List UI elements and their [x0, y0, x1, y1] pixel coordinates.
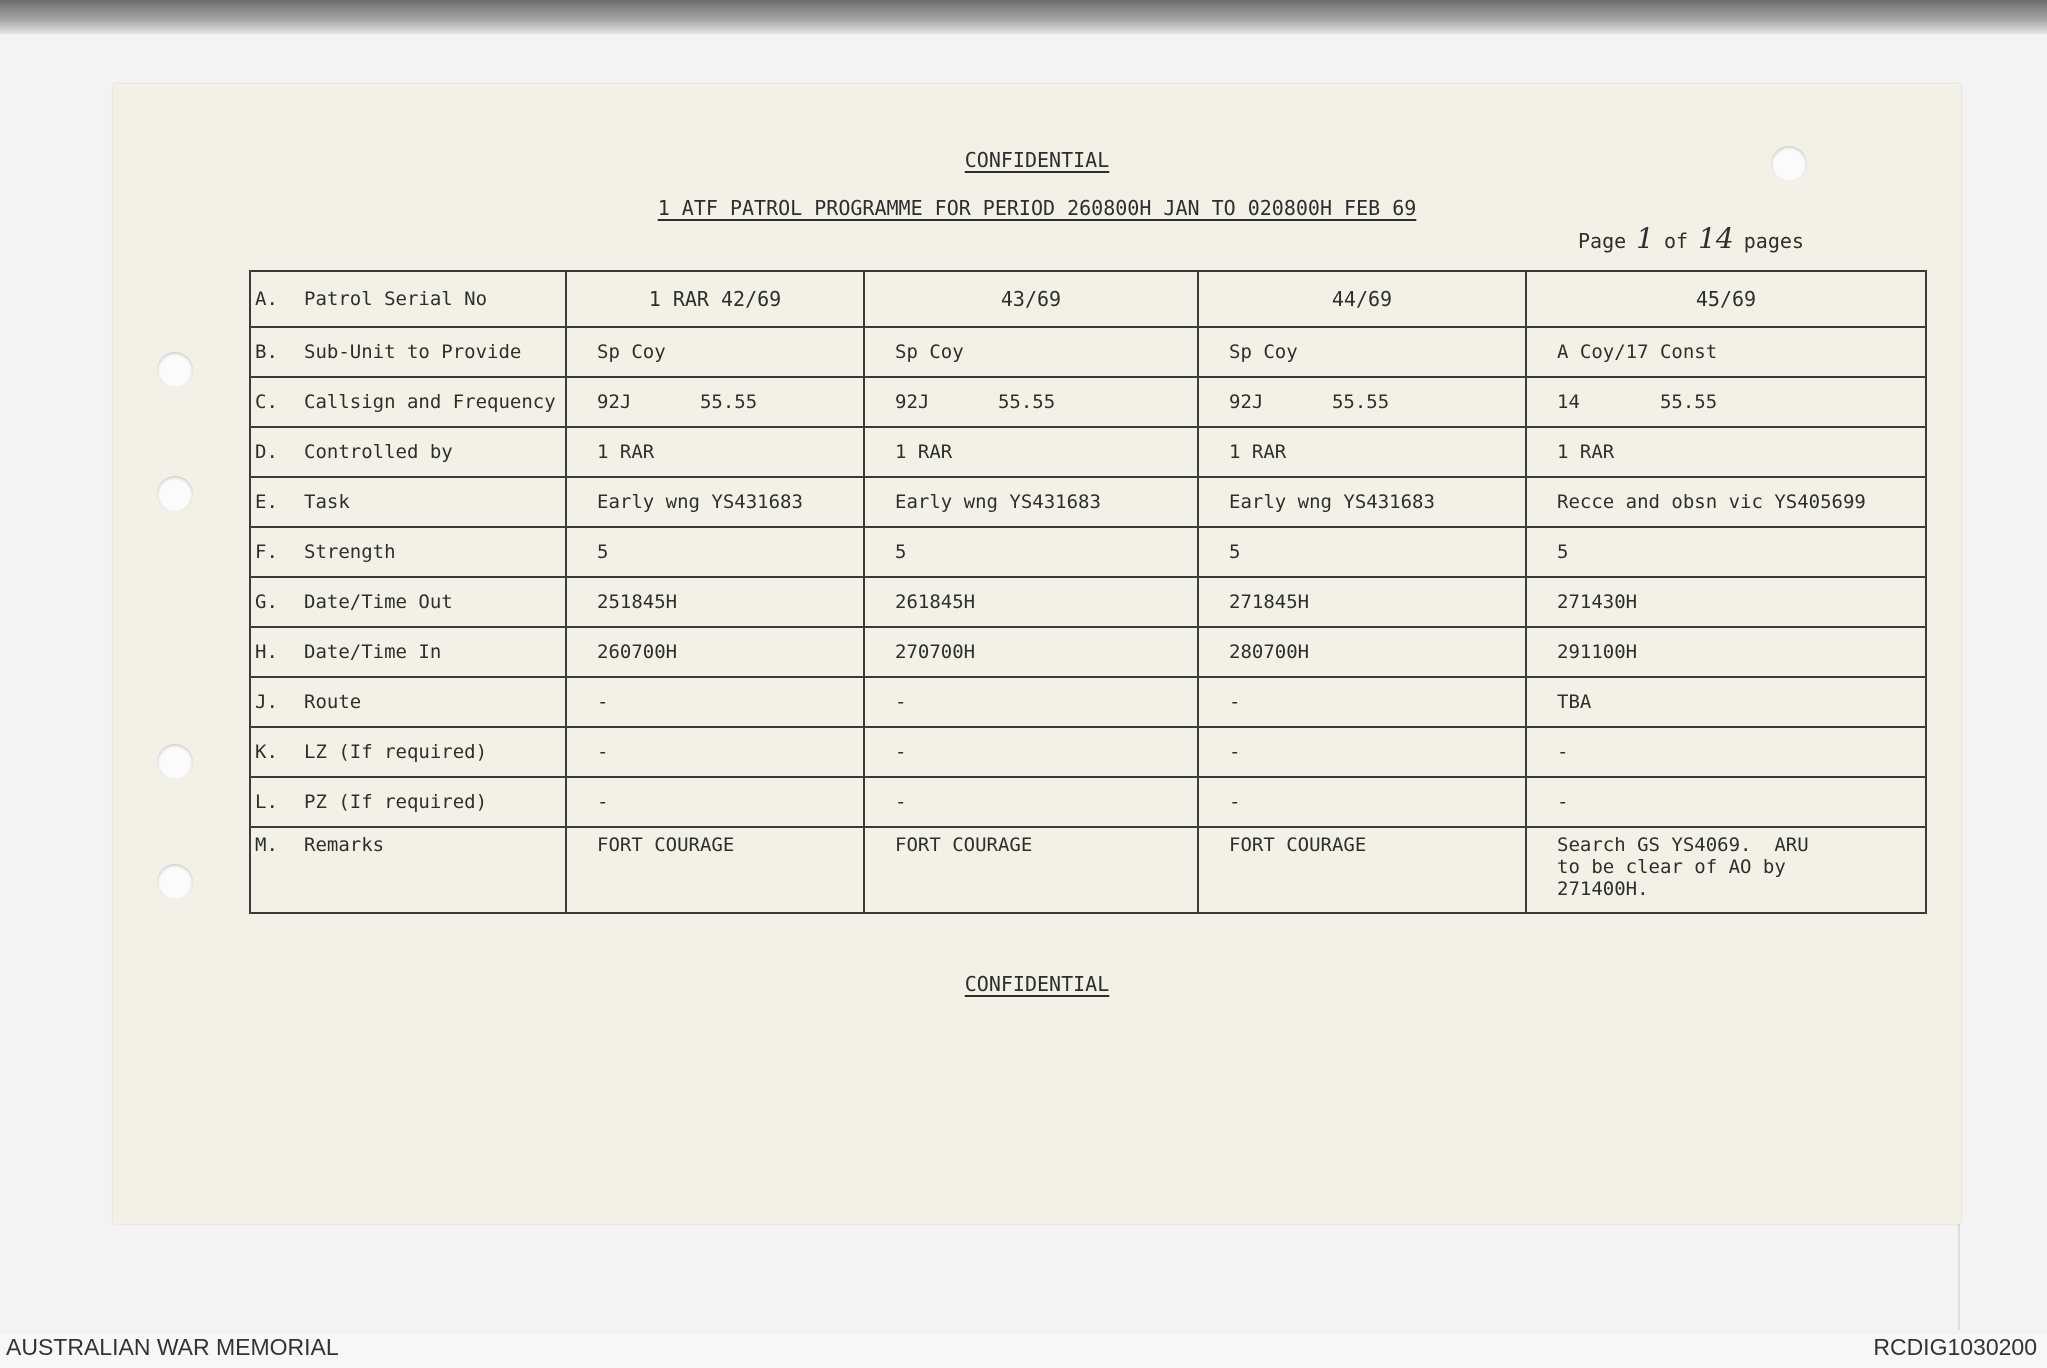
pager-total-pages: 14 [1698, 222, 1734, 255]
scanner-top-band [0, 0, 2047, 34]
table-row [250, 777, 1926, 827]
row-label: PZ (If required) [294, 777, 566, 827]
table-cell: 92J 55.55 [566, 377, 864, 427]
row-label: Remarks [294, 827, 566, 913]
table-cell: 260700H [566, 627, 864, 677]
table-cell: - [864, 677, 1198, 727]
table-row [250, 727, 1926, 777]
table-cell: - [1198, 777, 1526, 827]
table-cell: 1 RAR [1526, 427, 1926, 477]
row-letter: B. [250, 327, 294, 377]
table-cell: 43/69 [864, 271, 1198, 327]
row-label: Controlled by [294, 427, 566, 477]
row-letter: H. [250, 627, 294, 677]
table-cell: - [1198, 677, 1526, 727]
table-cell: Recce and obsn vic YS405699 [1526, 477, 1926, 527]
punch-hole [157, 744, 193, 780]
table-cell: 261845H [864, 577, 1198, 627]
table-cell: 5 [864, 527, 1198, 577]
table-cell: 271430H [1526, 577, 1926, 627]
table-cell: Sp Coy [864, 327, 1198, 377]
row-label: Date/Time In [294, 627, 566, 677]
archive-credit: AUSTRALIAN WAR MEMORIAL [6, 1334, 339, 1360]
table-cell: 1 RAR 42/69 [566, 271, 864, 327]
table-cell: 1 RAR [566, 427, 864, 477]
table-cell: FORT COURAGE [1198, 827, 1526, 913]
table-cell: Early wng YS431683 [566, 477, 864, 527]
table-cell: Search GS YS4069. ARU to be clear of AO by 271400H. [1526, 827, 1926, 913]
table-cell: FORT COURAGE [566, 827, 864, 913]
table-cell: 45/69 [1526, 271, 1926, 327]
classification-top: CONFIDENTIAL [964, 148, 1110, 172]
row-letter: K. [250, 727, 294, 777]
table-row [250, 271, 1926, 327]
pager-suffix: pages [1743, 229, 1804, 253]
table-cell: 44/69 [1198, 271, 1526, 327]
table-row [250, 327, 1926, 377]
document-sheet [113, 84, 1961, 1224]
table-row [250, 677, 1926, 727]
table-row [250, 827, 1926, 913]
patrol-programme-table [249, 270, 1927, 914]
table-row [250, 477, 1926, 527]
table-cell: TBA [1526, 677, 1926, 727]
classification-bottom: CONFIDENTIAL [964, 972, 1110, 996]
table-cell: Sp Coy [1198, 327, 1526, 377]
row-letter: D. [250, 427, 294, 477]
row-label: LZ (If required) [294, 727, 566, 777]
pager-middle: of [1664, 229, 1689, 253]
table-cell: 14 55.55 [1526, 377, 1926, 427]
archive-reference: RCDIG1030200 [1873, 1334, 2037, 1360]
page-counter [1578, 222, 1804, 255]
table-row [250, 427, 1926, 477]
row-letter: G. [250, 577, 294, 627]
row-letter: E. [250, 477, 294, 527]
table-cell: - [1526, 727, 1926, 777]
punch-hole [157, 864, 193, 900]
table-cell: 92J 55.55 [864, 377, 1198, 427]
table-cell: - [566, 727, 864, 777]
row-label: Callsign and Frequency [294, 377, 566, 427]
table-cell: - [1526, 777, 1926, 827]
table-cell: Early wng YS431683 [1198, 477, 1526, 527]
table-cell: 5 [1198, 527, 1526, 577]
table-cell: 92J 55.55 [1198, 377, 1526, 427]
table-row [250, 627, 1926, 677]
table-cell: 280700H [1198, 627, 1526, 677]
table-cell: 291100H [1526, 627, 1926, 677]
table-cell: 270700H [864, 627, 1198, 677]
table-row [250, 527, 1926, 577]
table-cell: - [566, 677, 864, 727]
row-letter: M. [250, 827, 294, 913]
table-cell: - [566, 777, 864, 827]
table-cell: 1 RAR [864, 427, 1198, 477]
row-letter: J. [250, 677, 294, 727]
row-label: Patrol Serial No [294, 271, 566, 327]
punch-hole [157, 352, 193, 388]
table-cell: 1 RAR [1198, 427, 1526, 477]
row-letter: F. [250, 527, 294, 577]
table-row [250, 577, 1926, 627]
table-cell: - [864, 777, 1198, 827]
row-label: Task [294, 477, 566, 527]
row-letter: L. [250, 777, 294, 827]
row-label: Route [294, 677, 566, 727]
table-cell: Early wng YS431683 [864, 477, 1198, 527]
document-title: 1 ATF PATROL PROGRAMME FOR PERIOD 260800H JAN TO 020800H FEB 69 [657, 196, 1417, 220]
table-cell: - [1198, 727, 1526, 777]
table-cell: A Coy/17 Const [1526, 327, 1926, 377]
pager-prefix: Page [1578, 229, 1627, 253]
table-row [250, 377, 1926, 427]
table-cell: 271845H [1198, 577, 1526, 627]
mount-edge-line [1958, 1220, 1960, 1330]
table-cell: 5 [1526, 527, 1926, 577]
row-label: Date/Time Out [294, 577, 566, 627]
pager-page-number: 1 [1636, 222, 1654, 255]
row-label: Sub-Unit to Provide [294, 327, 566, 377]
table-cell: FORT COURAGE [864, 827, 1198, 913]
table-cell: 251845H [566, 577, 864, 627]
table-cell: Sp Coy [566, 327, 864, 377]
row-label: Strength [294, 527, 566, 577]
row-letter: A. [250, 271, 294, 327]
row-letter: C. [250, 377, 294, 427]
punch-hole [157, 476, 193, 512]
patrol-table-body [250, 271, 1926, 913]
table-cell: 5 [566, 527, 864, 577]
table-cell: - [864, 727, 1198, 777]
